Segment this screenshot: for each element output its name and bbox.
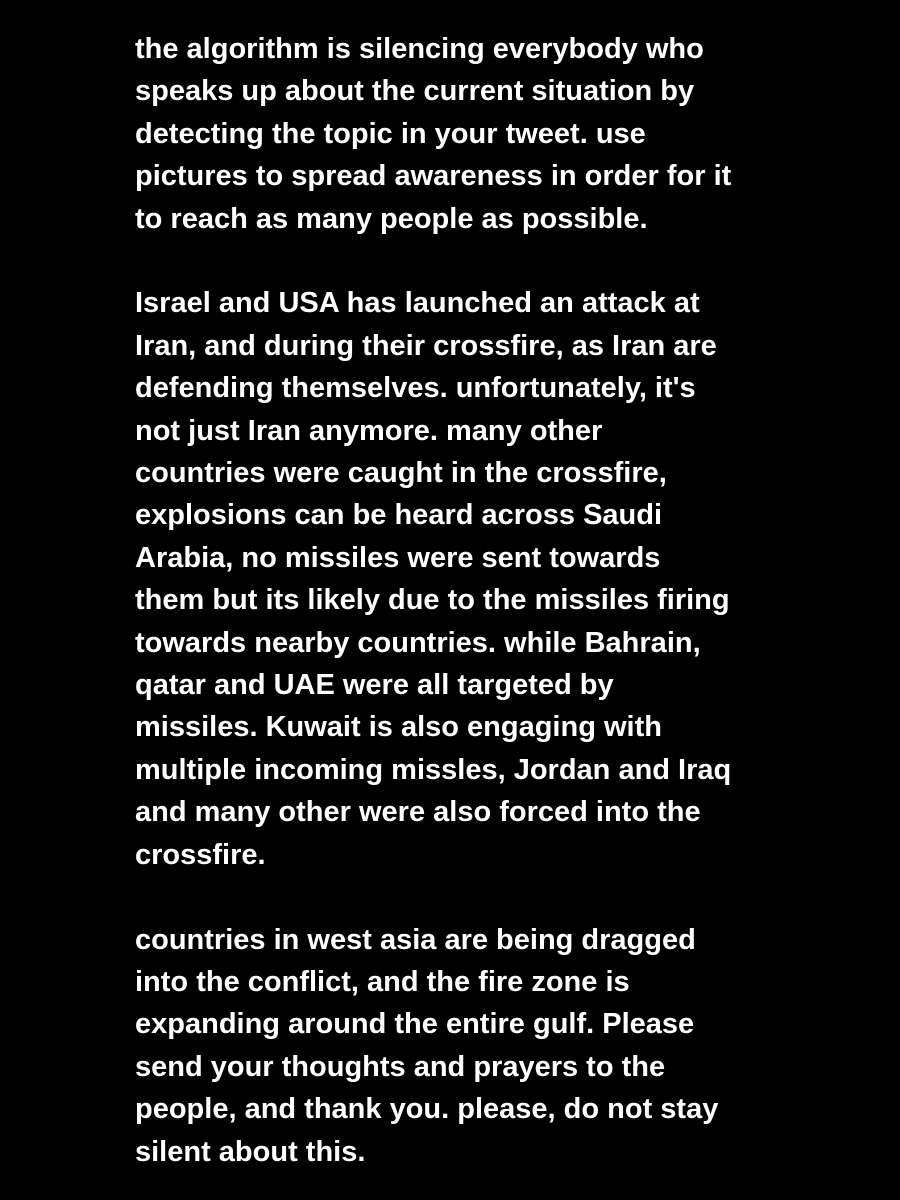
paragraph-closing-appeal [135, 919, 835, 1173]
text-line: the algorithm is silencing everybody who [135, 33, 704, 65]
text-line: towards nearby countries. while Bahrain, [135, 626, 701, 659]
text-line: them but its likely due to the missiles firing [135, 584, 730, 617]
text-line: people, and thank you. please, do not stay [135, 1093, 719, 1126]
text-line: send your thoughts and prayers to the [135, 1050, 666, 1083]
text-line: Iran, and during their crossfire, as Iran are [135, 329, 717, 362]
text-line: Arabia, no missiles were sent towards [135, 541, 661, 574]
text-line: to reach as many people as possible. [135, 202, 648, 235]
text-line: speaks up about the current situation by [135, 75, 695, 108]
paragraph-conflict-report [135, 282, 835, 876]
text-line: countries in west asia are being dragged [135, 923, 696, 956]
text-line: explosions can be heard across Saudi [135, 499, 663, 532]
text-line: into the conflict, and the fire zone is [135, 965, 630, 998]
text-line: countries were caught in the crossfire, [135, 457, 667, 490]
text-line: pictures to spread awareness in order for it [135, 160, 732, 193]
text-line: expanding around the entire gulf. Please [135, 1008, 695, 1041]
paragraph-algorithm-warning [135, 28, 835, 240]
text-line: and many other were also forced into the [135, 796, 701, 829]
text-line: crossfire. [135, 838, 266, 871]
text-line: silent about this. [135, 1135, 366, 1168]
text-line: missiles. Kuwait is also engaging with [135, 711, 662, 744]
text-line: qatar and UAE were all targeted by [135, 669, 614, 702]
text-line: multiple incoming missles, Jordan and Iraq [135, 753, 732, 786]
text-line: detecting the topic in your tweet. use [135, 117, 646, 150]
text-line: defending themselves. unfortunately, it's [135, 372, 696, 405]
text-line: Israel and USA has launched an attack at [135, 287, 700, 320]
text-line: not just Iran anymore. many other [135, 414, 603, 447]
message-text [135, 28, 835, 1173]
